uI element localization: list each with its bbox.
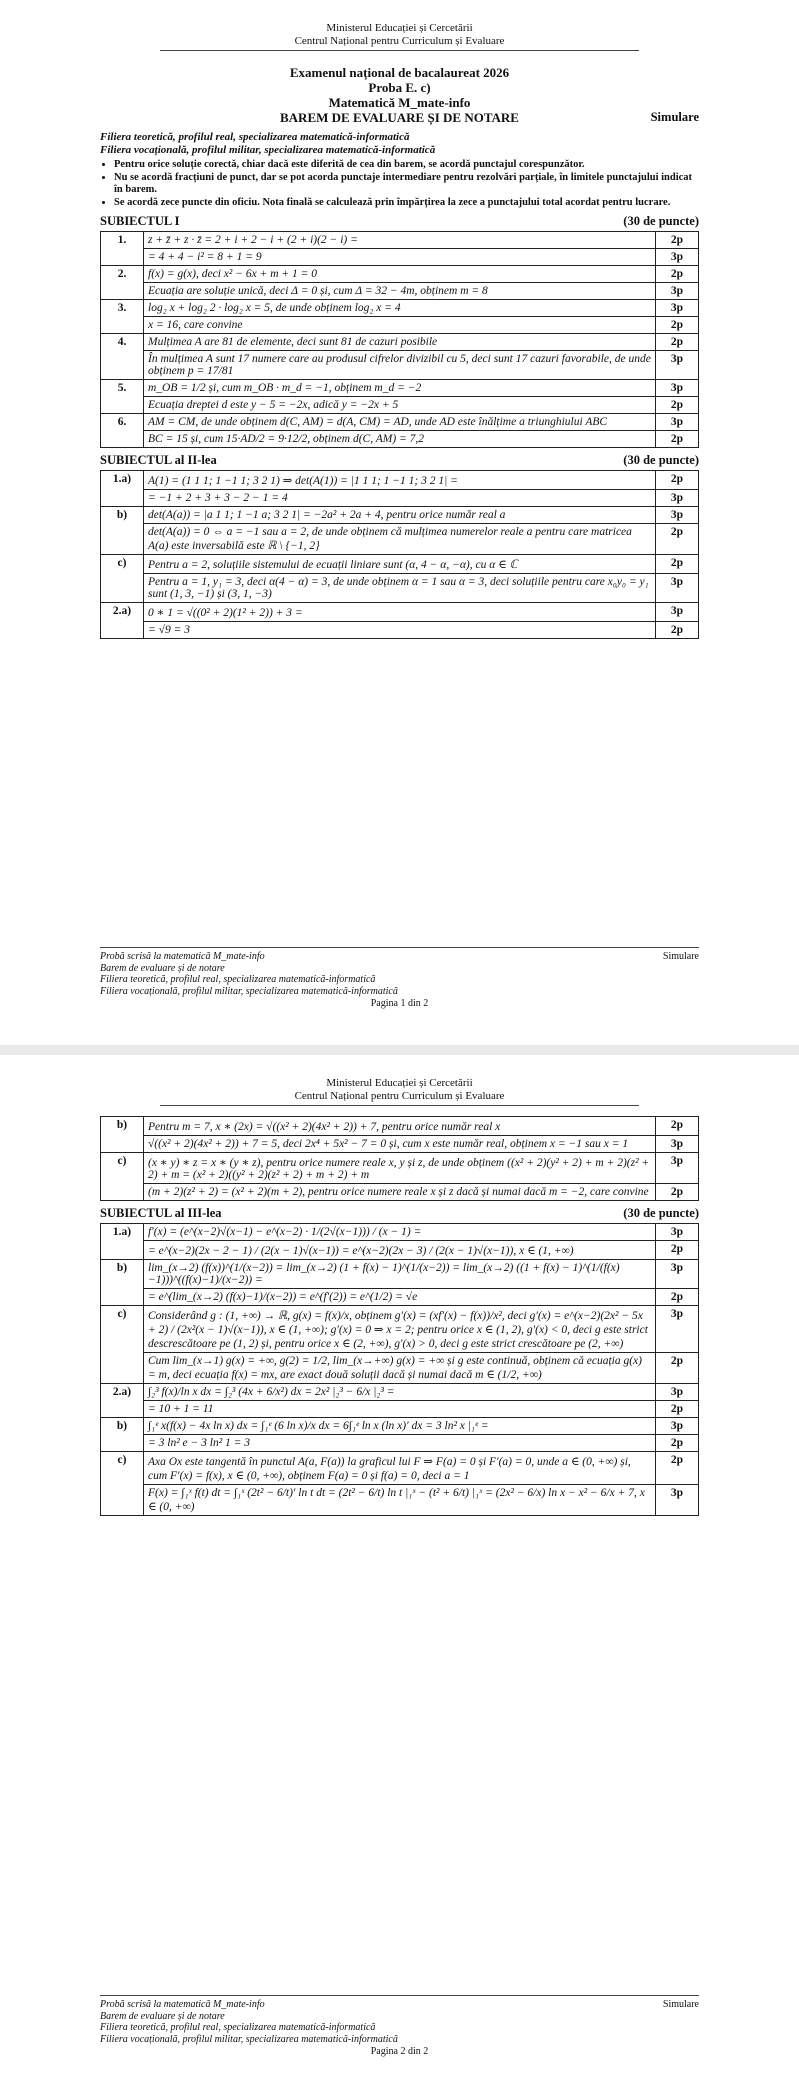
solution-step: = e^(x−2)(2x − 2 − 1) / (2(x − 1)√(x−1)) = e^(x−2)(2x − 3) / (2(x − 1)√(x−1)), x ∈ (1, +∞)	[144, 1241, 656, 1260]
subiect-title: SUBIECTUL al III-lea	[100, 1206, 222, 1220]
step-points: 3p	[656, 1384, 699, 1401]
footer-line: Filiera vocațională, profilul militar, specializarea matematică-informatică	[100, 985, 398, 997]
page-number: Pagina 2 din 2	[370, 2046, 429, 2057]
solution-step: Pentru a = 2, soluțiile sistemului de ecuații liniare sunt (α, 4 − α, −α), cu α ∈ ℂ	[144, 555, 656, 574]
barem-row	[101, 414, 699, 431]
solution-step: Mulțimea A are 81 de elemente, deci sunt 81 de cazuri posibile	[144, 334, 656, 351]
solution-step: = 4 + 4 − i² = 8 + 1 = 9	[144, 249, 656, 266]
step-points: 2p	[656, 1353, 699, 1384]
rules-list	[100, 159, 699, 209]
barem-row	[101, 555, 699, 574]
step-points: 3p	[656, 1306, 699, 1353]
step-points: 2p	[656, 1241, 699, 1260]
item-number: 3.	[101, 300, 144, 334]
item-number: 2.a)	[101, 1384, 144, 1418]
barem-row	[101, 507, 699, 524]
solution-step: det(A(a)) = 0 ⇔ a = −1 sau a = 2, de unde obținem că mulțimea numerelor reale a pentru care matricea A(a) este inversabilă este ℝ \ {−1, 2}	[144, 524, 656, 555]
solution-step: (m + 2)(z² + 2) = (x² + 2)(m + 2), pentru orice numere reale x și z dacă și numai dacă m = −2, care convine	[144, 1184, 656, 1201]
filiera-teoretica: Filiera teoretică, profilul real, specializarea matematică-informatică	[100, 131, 410, 143]
step-points: 2p	[656, 1117, 699, 1136]
barem-row	[101, 490, 699, 507]
footer-simulare: Simulare	[662, 1999, 699, 2010]
barem-row	[101, 249, 699, 266]
item-number: 1.a)	[101, 471, 144, 507]
solution-step: = √9 = 3	[144, 622, 656, 639]
solution-step: lim_(x→2) (f(x))^(1/(x−2)) = lim_(x→2) (1 + f(x) − 1)^(1/(x−2)) = lim_(x→2) ((1 + f(x) − 1)^(1/(f(x)−1)))^((f(x)−1)/(x−2)) =	[144, 1260, 656, 1289]
step-points: 2p	[656, 397, 699, 414]
subiect-2-continued-table	[100, 1116, 699, 1201]
subiect-1-table	[100, 231, 699, 448]
barem-row	[101, 1241, 699, 1260]
step-points: 3p	[656, 1153, 699, 1184]
footer-line: Probă scrisă la matematică M_mate-info	[100, 1999, 265, 2010]
subiect-2-heading	[100, 453, 699, 468]
barem-row	[101, 1401, 699, 1418]
barem-row	[101, 351, 699, 380]
item-number: 2.	[101, 266, 144, 300]
rule-item: • Nu se acordă fracțiuni de punct, dar se pot acorda punctaje intermediare pentru rezolvări parțiale, în limitele punctajului indicat în barem.	[114, 172, 699, 197]
barem-row	[101, 1184, 699, 1201]
solution-step: f′(x) = (e^(x−2)√(x−1) − e^(x−2) · 1/(2√(x−1))) / (x − 1) =	[144, 1224, 656, 1241]
step-points: 2p	[656, 266, 699, 283]
solution-step: A(1) = (1 1 1; 1 −1 1; 3 2 1) ⇒ det(A(1)) = |1 1 1; 1 −1 1; 3 2 1| =	[144, 471, 656, 490]
step-points: 2p	[656, 431, 699, 448]
barem-row	[101, 1306, 699, 1353]
solution-step: Cum lim_(x→1) g(x) = +∞, g(2) = 1/2, lim_(x→+∞) g(x) = +∞ și g este continuă, obținem că ecuația g(x) = m, deci ecuația f(x) = mx, are exact două soluții dacă și numai dacă m ∈ (1/2, +∞)	[144, 1353, 656, 1384]
step-points: 3p	[656, 300, 699, 317]
solution-step: f(x) = g(x), deci x² − 6x + m + 1 = 0	[144, 266, 656, 283]
solution-step: Considerând g : (1, +∞) → ℝ, g(x) = f(x)/x, obținem g′(x) = (xf′(x) − f(x))/x², deci g′(x) = e^(x−2)(2x² − 5x + 2) / (2x²(x − 1)√(x−1)), x ∈ (1, +∞); g′(x) = 0 ⇒ x = 2; pentru orice x ∈ (1, 2), g′(x) < 0, deci g este strict descrescătoare pe (1, 2) și, pentru orice x ∈ (2, +∞), g′(x) > 0, deci g este strict crescătoare pe (2, +∞)	[144, 1306, 656, 1353]
footer-line: Filiera teoretică, profilul real, specializarea matematică-informatică	[100, 974, 376, 985]
solution-step: m_OB = 1/2 și, cum m_OB · m_d = −1, obținem m_d = −2	[144, 380, 656, 397]
barem-row	[101, 232, 699, 249]
center-name: Centrul Național pentru Curriculum și Evaluare	[160, 35, 639, 51]
item-number: 2.a)	[101, 603, 144, 639]
item-number: c)	[101, 1153, 144, 1201]
solution-step: = 3 ln² e − 3 ln² 1 = 3	[144, 1435, 656, 1452]
solution-step: Axa Ox este tangentă în punctul A(a, F(a)) la graficul lui F ⇒ F(a) = 0 și F′(a) = 0, unde a ∈ (0, +∞) și, cum F′(x) = f(x), x ∈ (0, +∞), obținem F(a) = 0 și f(a) = 0, deci a = 1	[144, 1452, 656, 1485]
item-number: c)	[101, 1452, 144, 1516]
item-number: c)	[101, 555, 144, 603]
subiect-title: SUBIECTUL al II-lea	[100, 453, 217, 467]
solution-step: Pentru m = 7, x ∗ (2x) = √((x² + 2)(4x² + 2)) + 7, pentru orice număr real x	[144, 1117, 656, 1136]
step-points: 3p	[656, 414, 699, 431]
barem-row	[101, 1153, 699, 1184]
simulare-label: Simulare	[650, 110, 699, 124]
subiect-1-heading	[100, 214, 699, 229]
barem-row	[101, 574, 699, 603]
barem-row	[101, 283, 699, 300]
barem-row	[101, 1384, 699, 1401]
barem-row	[101, 1353, 699, 1384]
proba-title: Proba E. c)	[368, 80, 431, 95]
barem-row	[101, 1289, 699, 1306]
center-name: Centrul Național pentru Curriculum și Evaluare	[160, 1090, 639, 1106]
filiera-block	[100, 131, 699, 157]
subiect-2-table	[100, 470, 699, 639]
title-block	[100, 65, 699, 125]
item-number: b)	[101, 1260, 144, 1306]
step-points: 3p	[656, 490, 699, 507]
subiect-points: (30 de puncte)	[623, 453, 699, 467]
page-footer	[100, 947, 699, 1010]
step-points: 2p	[656, 317, 699, 334]
barem-row	[101, 380, 699, 397]
subiect-3-table	[100, 1223, 699, 1516]
solution-step: BC = 15 și, cum 15·AD/2 = 9·12/2, obținem d(C, AM) = 7,2	[144, 431, 656, 448]
barem-row	[101, 471, 699, 490]
barem-row	[101, 431, 699, 448]
solution-step: = 10 + 1 = 11	[144, 1401, 656, 1418]
solution-step: x = 16, care convine	[144, 317, 656, 334]
step-points: 3p	[656, 283, 699, 300]
step-points: 3p	[656, 507, 699, 524]
step-points: 2p	[656, 1452, 699, 1485]
barem-row	[101, 603, 699, 622]
rule-item: • Se acordă zece puncte din oficiu. Nota finală se calculează prin împărțirea la zece a punctajului total acordat pentru lucrare.	[114, 197, 699, 210]
step-points: 2p	[656, 555, 699, 574]
filiera-vocationala: Filiera vocațională, profilul militar, specializarea matematică-informatică	[100, 144, 436, 156]
barem-row	[101, 317, 699, 334]
barem-row	[101, 1418, 699, 1435]
solution-step: √((x² + 2)(4x² + 2)) + 7 = 5, deci 2x⁴ + 5x² − 7 = 0 și, cum x este număr real, obținem x = −1 sau x = 1	[144, 1136, 656, 1153]
footer-line: Filiera teoretică, profilul real, specializarea matematică-informatică	[100, 2022, 376, 2033]
item-number: 1.	[101, 232, 144, 266]
footer-line: Probă scrisă la matematică M_mate-info	[100, 951, 265, 962]
solution-step: ∫₂³ f(x)/ln x dx = ∫₂³ (4x + 6/x²) dx = 2x² |₂³ − 6/x |₂³ =	[144, 1384, 656, 1401]
solution-step: z + z̄ + z · z̄ = 2 + i + 2 − i + (2 + i)(2 − i) =	[144, 232, 656, 249]
item-number: 6.	[101, 414, 144, 448]
step-points: 2p	[656, 471, 699, 490]
page-header	[100, 1055, 699, 1106]
page-footer	[100, 1995, 699, 2058]
step-points: 2p	[656, 232, 699, 249]
step-points: 3p	[656, 1136, 699, 1153]
footer-simulare: Simulare	[662, 951, 699, 962]
ministry-name: Ministerul Educației și Cercetării	[326, 1077, 473, 1089]
barem-row	[101, 397, 699, 414]
barem-row	[101, 524, 699, 555]
subiect-title: SUBIECTUL I	[100, 214, 180, 228]
item-number: 4.	[101, 334, 144, 380]
exam-title: Examenul național de bacalaureat 2026	[289, 65, 510, 80]
barem-row	[101, 1452, 699, 1485]
solution-step: F(x) = ∫₁ˣ f(t) dt = ∫₁ˣ (2t² − 6/t)′ ln t dt = (2t² − 6/t) ln t |₁ˣ − (t² + 6/t) |₁ˣ = (2x² − 6/x) ln x − x² − 6/x + 7, x ∈ (0, +∞)	[144, 1485, 656, 1516]
rule-item: • Pentru orice soluție corectă, chiar dacă este diferită de cea din barem, se acordă punctajul corespunzător.	[114, 159, 699, 172]
barem-row	[101, 1117, 699, 1136]
solution-step: Pentru a = 1, y₁ = 3, deci α(4 − α) = 3, de unde obținem α = 1 sau α = 3, deci soluțiile pentru care x₀y₀ = y₁ sunt (1, 3, −1) și (3, 1, −3)	[144, 574, 656, 603]
solution-step: = −1 + 2 + 3 + 3 − 2 − 1 = 4	[144, 490, 656, 507]
item-number: b)	[101, 1418, 144, 1452]
barem-row	[101, 300, 699, 317]
step-points: 3p	[656, 1485, 699, 1516]
solution-step: Ecuația dreptei d este y − 5 = −2x, adică y = −2x + 5	[144, 397, 656, 414]
solution-step: det(A(a)) = |a 1 1; 1 −1 a; 3 2 1| = −2a² + 2a + 4, pentru orice număr real a	[144, 507, 656, 524]
barem-row	[101, 1435, 699, 1452]
barem-row	[101, 1260, 699, 1289]
item-number: 1.a)	[101, 1224, 144, 1260]
step-points: 3p	[656, 1260, 699, 1289]
barem-row	[101, 1485, 699, 1516]
step-points: 3p	[656, 249, 699, 266]
subject-title: Matematică M_mate-info	[328, 95, 471, 110]
barem-title: BAREM DE EVALUARE ȘI DE NOTARE	[280, 110, 519, 125]
solution-step: log₂ x + log₂ 2 · log₂ x = 5, de unde obținem log₂ x = 4	[144, 300, 656, 317]
solution-step: AM = CM, de unde obținem d(C, AM) = d(A, CM) = AD, unde AD este înălțime a triunghiului ABC	[144, 414, 656, 431]
footer-line: Barem de evaluare și de notare	[100, 962, 225, 974]
barem-row	[101, 1136, 699, 1153]
barem-row	[101, 1224, 699, 1241]
step-points: 2p	[656, 1435, 699, 1452]
step-points: 3p	[656, 351, 699, 380]
barem-row	[101, 622, 699, 639]
solution-step: (x ∗ y) ∗ z = x ∗ (y ∗ z), pentru orice numere reale x, y și z, de unde obținem ((x² + 2)(y² + 2) + m + 2)(z² + 2) + m = (x² + 2)((y² + 2)(z² + 2) + m + 2) + m	[144, 1153, 656, 1184]
barem-row	[101, 266, 699, 283]
step-points: 2p	[656, 334, 699, 351]
solution-step: Ecuația are soluție unică, deci Δ = 0 și, cum Δ = 32 − 4m, obținem m = 8	[144, 283, 656, 300]
page-number: Pagina 1 din 2	[370, 998, 429, 1009]
step-points: 2p	[656, 1184, 699, 1201]
footer-line: Barem de evaluare și de notare	[100, 2010, 225, 2022]
item-number: b)	[101, 507, 144, 555]
subiect-3-heading	[100, 1206, 699, 1221]
step-points: 2p	[656, 622, 699, 639]
step-points: 3p	[656, 603, 699, 622]
step-points: 3p	[656, 1418, 699, 1435]
solution-step: ∫₁ᵉ x(f(x) − 4x ln x) dx = ∫₁ᵉ (6 ln x)/x dx = 6∫₁ᵉ ln x (ln x)′ dx = 3 ln² x |₁ᵉ =	[144, 1418, 656, 1435]
step-points: 3p	[656, 380, 699, 397]
subiect-points: (30 de puncte)	[623, 214, 699, 228]
step-points: 3p	[656, 1224, 699, 1241]
step-points: 2p	[656, 1401, 699, 1418]
page-header	[100, 0, 699, 51]
item-number: 5.	[101, 380, 144, 414]
footer-line: Filiera vocațională, profilul militar, specializarea matematică-informatică	[100, 2033, 398, 2045]
solution-step: În mulțimea A sunt 17 numere care au produsul cifrelor divizibil cu 5, deci sunt 17 cazuri favorabile, de unde obținem p = 17/81	[144, 351, 656, 380]
step-points: 2p	[656, 524, 699, 555]
solution-step: 0 ∗ 1 = √((0² + 2)(1² + 2)) + 3 =	[144, 603, 656, 622]
solution-step: = e^(lim_(x→2) (f(x)−1)/(x−2)) = e^(f′(2)) = e^(1/2) = √e	[144, 1289, 656, 1306]
item-number: c)	[101, 1306, 144, 1384]
item-number: b)	[101, 1117, 144, 1153]
step-points: 3p	[656, 574, 699, 603]
step-points: 2p	[656, 1289, 699, 1306]
barem-row	[101, 334, 699, 351]
ministry-name: Ministerul Educației și Cercetării	[326, 22, 473, 34]
page-2	[0, 1055, 799, 2084]
subiect-points: (30 de puncte)	[623, 1206, 699, 1220]
